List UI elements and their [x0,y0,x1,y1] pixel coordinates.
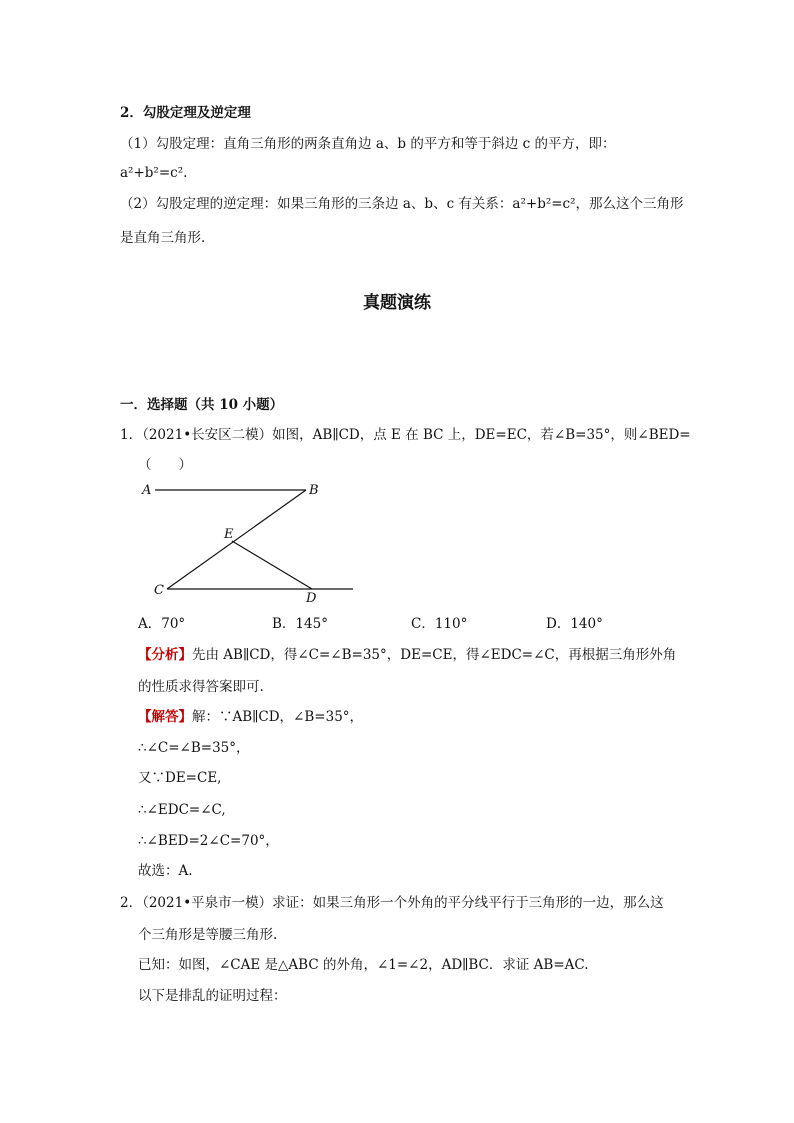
q1-answer-line5: ∴∠BED=2∠C=70°， [138,833,279,849]
q1-answer-line3: 又∵DE=CE, [138,770,222,786]
q1-answer-line6: 故选：A. [138,863,193,879]
theorem-text-line1: （1）勾股定理：直角三角形的两条直角边 a、b 的平方和等于斜边 c 的平方，即： [120,136,616,152]
q1-option-b: B．145° [272,616,328,632]
part1-heading: 一．选择题（共 10 小题） [120,397,284,413]
section-heading: 2．勾股定理及逆定理 [120,105,251,121]
analysis-text: 先由 AB∥CD，得∠C=∠B=35°，DE=CE，得∠EDC=∠C，再根据三角形外角 [192,647,677,663]
q1-geometry-figure [140,478,370,608]
converse-text-line1: （2）勾股定理的逆定理：如果三角形的三条边 a、b、c 有关系：a²+b²=c²，那么这个三角形 [120,196,684,212]
label-B: B [309,483,319,498]
line-BC [167,490,306,589]
q1-analysis-line2: 的性质求得答案即可. [138,679,264,695]
answer-text: 解：∵AB∥CD，∠B=35°， [192,709,364,725]
analysis-tag: 【分析】 [138,647,192,663]
line-ED [232,541,312,589]
label-A: A [142,483,152,498]
q1-answer-line4: ∴∠EDC=∠C, [138,802,226,818]
practice-title: 真题演练 [363,293,431,313]
q1-answer-line2: ∴∠C=∠B=35°， [138,740,250,756]
converse-text-line2: 是直角三角形. [120,230,206,246]
q1-option-a: A．70° [138,616,186,632]
q2-stem-line1: 2．（2021•平泉市一模）求证：如果三角形一个外角的平分线平行于三角形的一边，那么这 [120,895,664,911]
q1-stem-line2: （ ） [138,457,192,473]
q2-given: 已知：如图，∠CAE 是△ABC 的外角，∠1=∠2，AD∥BC．求证 AB=AC. [138,957,589,973]
answer-tag: 【解答】 [138,709,192,725]
q1-analysis-line1 [138,645,676,665]
q1-stem-line1: 1．（2021•长安区二模）如图，AB∥CD，点 E 在 BC 上，DE=EC，若∠B=35°，则∠BED= [120,427,691,443]
q1-answer-line1 [138,707,363,727]
q1-option-d: D．140° [546,616,603,632]
label-D: D [306,591,317,606]
label-C: C [154,583,164,598]
q2-proof-intro: 以下是排乱的证明过程： [138,988,287,1004]
q2-stem-line2: 个三角形是等腰三角形. [138,927,278,943]
q1-option-c: C．110° [411,616,468,632]
label-E: E [224,527,234,542]
theorem-text-line2: a²+b²=c². [120,165,188,181]
